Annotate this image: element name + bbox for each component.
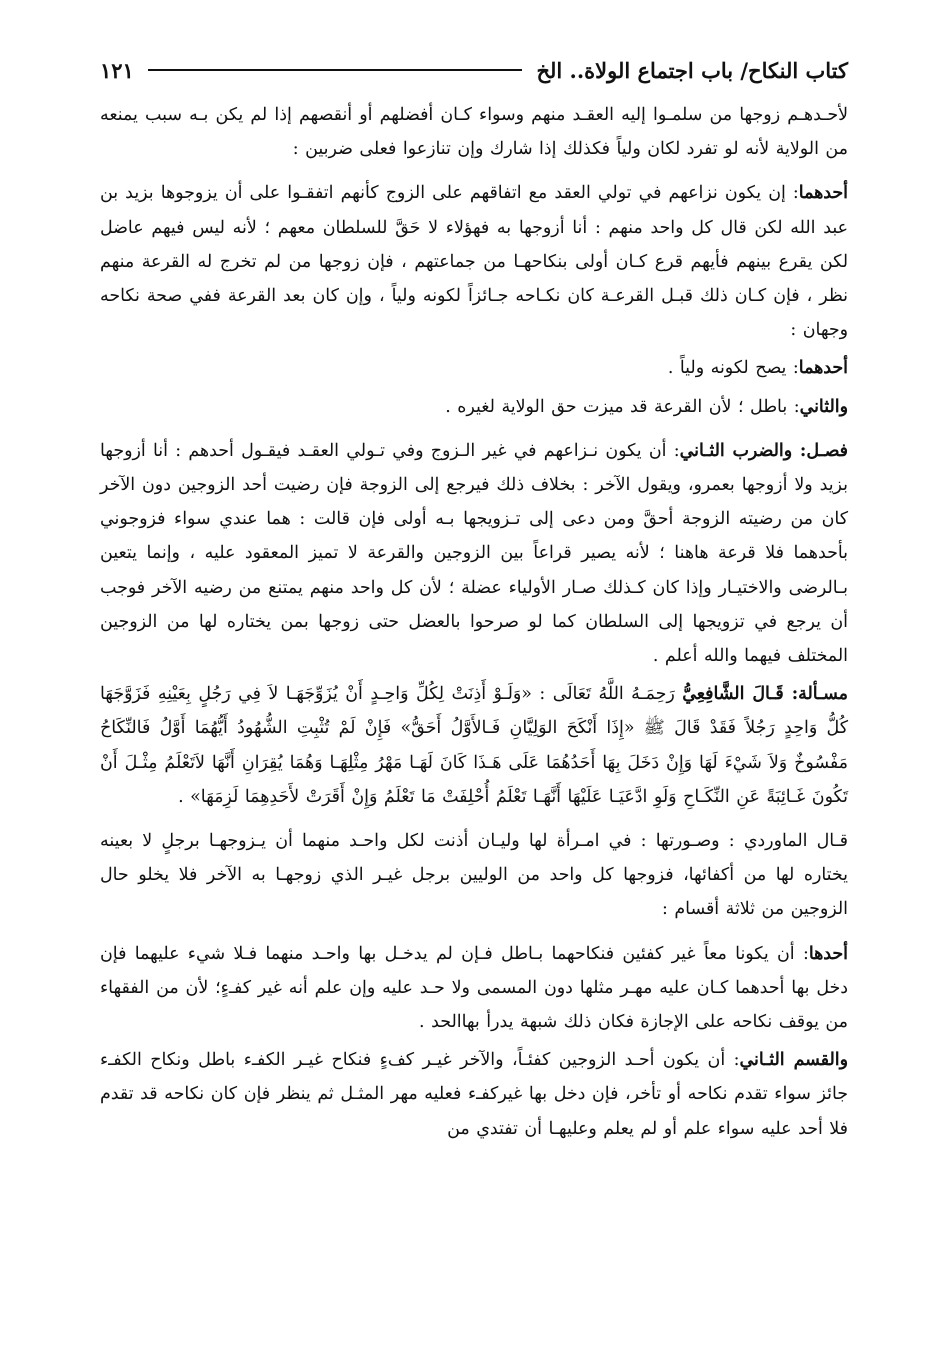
paragraph-text: : يصح لكونه ولياً .: [667, 358, 799, 379]
paragraph-6: [100, 677, 848, 814]
paragraph-lead: مسـألة: قَـالَ الشَّافِعِيُّ: [682, 684, 848, 705]
paragraph-8: [100, 937, 848, 1040]
paragraph-text: : إن يكون نزاعهم في تولي العقد مع اتفاقهم على الزوج كأنهم اتفقـوا على أن يزوجوها بزيد بن عبد الله لكن قال كل واحد منهم : أنا أزوجها به فهؤلاء لا حَقَّ للسلطان معهم ؛ لأنه ليس فيهم عاضل لكن يقرع بينهم فأيهم قرع كـان أولى بنكاحهـا من جماعتهم ، فإن زوجها من لم تخرج له القرعة منهم نظر ، فإن كـان ذلك قبـل القرعـة كان نكـاحه جـائزاً لكونه ولياً ، وإن كان بعد القرعة ففي صحة نكاحه وجهان :: [100, 183, 848, 341]
paragraph-text: : أن يكونا معاً غير كفئين فنكاحهما بـاطل فـإن لم يدخـل بها واحـد منهما فـلا شيء عليهما فإن دخل بها أحدهما كـان عليه مهـر مثلها دون المسمى ولا حـد عليه وإن علم أنه غير كفـءٍ؛ لأن من الفقهاء من يوقف نكاحه على الإجازة فكان ذلك شبهة يدرأ بهاالحد .: [100, 943, 848, 1033]
paragraph-4: [100, 390, 848, 424]
paragraph-text: رَحِمَـهُ اللَّهُ تَعَالَى : «وَلَـوْ أَذِنَتْ لِكُلِّ وَاحِـدٍ أَنْ يُزَوِّجَهَـا لاَ فِي رَجُلٍ بِعَيْنِهِ فَزَوَّجَهَا كُلُّ وَاحِدٍ رَجُلاً فَقَدْ قَالَ ﷺ «إِذَا أَنْكَحَ الوَلِيَّانِ فَـالأَوَّلُ أَحَقُّ» فَإِنْ لَمْ تُثْبِتِ الشُّهُودُ أَيُّهُمَا أَوَّلُ فَالنِّكَاحُ مَفْسُوخٌ وَلاَ شَيْءَ لَهَا وَإِنْ دَخَلَ بِهَا أَحَدُهُمَا عَلَى هَـذَا كَانَ لَهَـا مَهْرُ مِثْلِهَـا وَهُمَا يُقِرَانِ أَنَّهَا لاَتَعْلَمُ مِثْـلَ أَنْ تَكُونَ غَـائِبَةً عَنِ النِّكَـاحِ وَلَوِ ادَّعَيَـا عَلَيْهَا أَنَّهَـا تَعْلَمُ أُحْلِفَتْ مَا تَعْلَمُ وَإِنْ أَقَرَتْ لأَحَدِهِمَا لَزِمَهَا» .: [100, 684, 848, 807]
header-rule: [148, 69, 523, 71]
paragraph-lead: أحدها: [808, 943, 848, 964]
paragraph-lead: والثاني: [799, 396, 848, 417]
paragraph-text: : أن يكون أحـد الزوجين كفئـاً، والآخر غيـر كفءٍ فنكاح غيـر الكفـء باطل ونكاح الكفـء جائز سواء تقدم نكاحه أو تأخر، فإن دخل بها غيركفـء فعليه مهر المثـل ثم ينظر فإن كان نكاحه قد تقدم فلا أحد عليه سواء علم أو لم يعلم وعليهـا أن تفتدي من: [100, 1050, 848, 1139]
paragraph-9: [100, 1043, 848, 1146]
paragraph-1: [100, 98, 848, 166]
paragraph-text: لأحـدهـم زوجها من سلمـوا إليه العقـد منهم وسواء كـان أفضلهم أو أنقصهم إذا لم يكن بـه سبب يمنعه من الولاية لأنه لو تفرد لكان ولياً فكذلك إذا شارك وإن تنازعوا فعلى ضربين :: [100, 105, 848, 160]
paragraph-5: [100, 434, 848, 673]
paragraph-lead: أحدهما: [798, 183, 848, 204]
page-number: ١٢١: [100, 57, 134, 83]
paragraph-text: : أن يكون نـزاعهم في غير الـزوج وفي تـولي العقـد فيقـول أحدهم : أنا أزوجها بزيد ولا أزوجها بعمرو، ويقول الآخر : بخلاف ذلك فيرجع إلى الزوجة فإن رضيت أحد الزوجين دون الآخر كان من رضيته الزوجة أحقَّ ومن دعى إلى تـزويجها بـه أولى فإن قالت : هما عندي سواء فزوجوني بأحدهما فلا قرعة هاهنا ؛ لأنه يصير قراعاً بين الزوجين والقرعة لا تميز المعقود عليه ، وإنما يتعين بـالرضى والاختيـار وإذا كان كـذلك صـار الأولياء عضلة ؛ لأن كل واحد منهم يمتنع من رضيه الآخر فوجب أن يرجع في تزويجها إلى السلطان كما لو صرحوا بالعضل حتى زوجها بمن يختاره لها من الزوجين المختلف فيهما والله أعلم .: [100, 440, 848, 667]
chapter-title: كتاب النكاح/ باب اجتماع الولاة.. الخ: [536, 57, 848, 83]
paragraph-2: [100, 176, 848, 347]
running-header: [100, 50, 848, 90]
paragraph-text: قـال الماوردي : وصـورتها : في امـرأة لها وليـان أذنت لكل واحـد منهما أن يـزوجهـا برجلٍ لا بعينه يختاره لها من أكفائها، فزوجها كل واحد من الوليين برجل غيـر الذي زوجهـا به الآخر فلا يخلو حال الزوجين من ثلاثة أقسام :: [100, 831, 848, 920]
paragraph-lead: أحدهما: [798, 358, 848, 379]
paragraph-lead: والقسم الثـاني: [739, 1050, 848, 1071]
paragraph-text: : باطل ؛ لأن القرعة قد ميزت حق الولاية لغيره .: [445, 396, 800, 417]
paragraph-lead: فصـل: والضرب الثـاني: [679, 440, 849, 461]
paragraph-3: [100, 351, 848, 385]
paragraph-7: [100, 824, 848, 927]
